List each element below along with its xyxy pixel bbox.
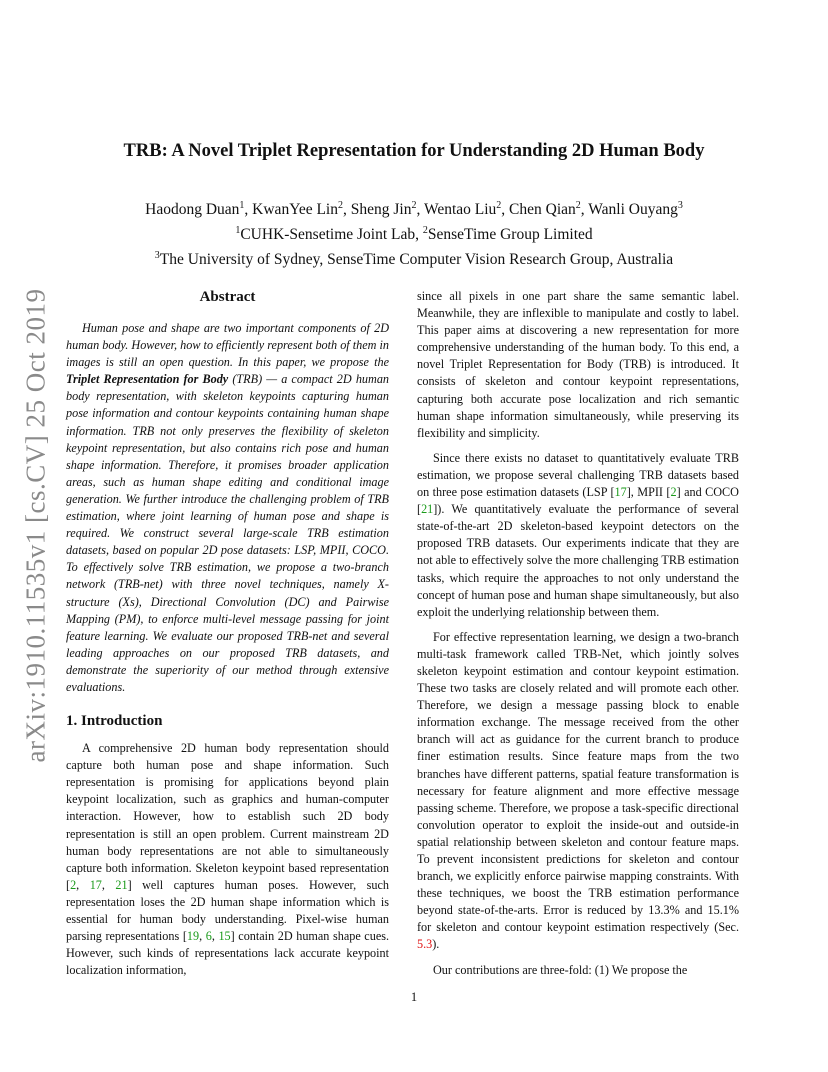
introduction-heading: 1. Introduction <box>66 713 163 730</box>
section-reference-link[interactable]: 5.3 <box>417 937 433 952</box>
abstract-text: Human pose and shape are two important components of 2D human body. However, how to efficiently represent both of them in images is still an open question. In this paper, we propose the Triplet Representation for Body (TRB) — a compact 2D human body representation, with skeleton keypoints capturing human pose information and contour keypoints containing human shape information. TRB not only preserves the flexibility of skeleton keypoint representation, but also contains rich pose and human shape information. Therefore, it promises broader application areas, such as human shape editing and conditional image generation. We further introduce the challenging problem of TRB estimation, where joint learning of human pose and shape is required. We construct several large-scale TRB estimation datasets, based on popular 2D pose datasets: LSP, MPII, COCO. To effectively solve TRB estimation, we propose a two-branch network (TRB-net) with three novel techniques, namely X-structure (Xs), Directional Convolution (DC) and Pairwise Mapping (PM), to enforce multi-level message passing for joint feature learning. We evaluate our proposed TRB-net and several leading approaches on our proposed TRB datasets, and demonstrate the superiority of our method through extensive evaluations. <box>66 321 390 694</box>
page-number: 1 <box>410 990 418 1004</box>
author-block <box>60 195 768 270</box>
right-column <box>417 288 739 987</box>
affiliation-line-2: $^3$The University of Sydney, SenseTime Computer Vision Research Group, Australia <box>154 250 674 269</box>
citation-link[interactable]: 17 <box>89 877 102 892</box>
citation-link[interactable]: 21 <box>115 877 128 892</box>
abstract-heading: Abstract <box>199 289 256 305</box>
intro-paragraph-5: Our contributions are three-fold: (1) We propose the <box>433 962 688 977</box>
citation-link[interactable]: 2 <box>70 877 77 892</box>
author-names: Haodong Duan$^1$, KwanYee Lin$^2$, Sheng Jin$^2$, Wentao Liu$^2$, Chen Qian$^2$, Wanli Ouyang$^3$ <box>145 200 683 219</box>
intro-paragraph-3: Since there exists no dataset to quantitatively evaluate TRB estimation, we propose several challenging TRB datasets based on three pose estimation datasets (LSP [17], MPII [2] and COCO [21]). We quantitatively evaluate the performance of several state-of-the-art 2D skeleton-based keypoint detectors on the proposed TRB datasets. Our experiments indicate that they are not able to effectively solve the more challenging TRB estimation tasks, which require the approaches to not only understand the concept of human pose and human shape simultaneously, but also exploit the underlying relationship between them. <box>417 450 739 619</box>
citation-link[interactable]: 15 <box>218 929 231 944</box>
left-column <box>66 288 389 987</box>
citation-link[interactable]: 6 <box>205 929 212 944</box>
citation-link[interactable]: 21 <box>421 502 434 517</box>
arxiv-stamp-text: arXiv:1910.11535v1 [cs.CV] 25 Oct 2019 <box>20 288 51 762</box>
paper-title: TRB: A Novel Triplet Representation for Understanding 2D Human Body <box>123 141 705 161</box>
intro-paragraph-4: For effective representation learning, we design a two-branch multi-task framework called TRB-Net, which jointly solves skeleton keypoint estimation and contour keypoint estimation. These two tasks are closely related and will promote each other. Therefore, we design a message passing block to enable information exchange. The message received from the other branch will act as guidance for the current branch to produce finer estimation results. Since feature maps from the two branches have different patterns, spatial feature transformation is necessary for feature alignment and more effective message passing scheme. Therefore, we propose a task-specific directional convolution operator to exploit the inside-out and outside-in spatial relationship between skeleton and contour feature maps. To prevent inconsistent predictions for skeleton and contour branch, we explicitly enforce pairwise mapping constraints. With these techniques, we boost the TRB estimation performance beyond state-of-the-arts. Error is reduced by 13.3% and 15.1% for skeleton and contour keypoint estimation respectively (Sec. 5.3). <box>417 629 739 952</box>
intro-paragraph-2: since all pixels in one part share the same semantic label. Meanwhile, they are inflexible to manipulate and costly to label. This paper aims at discovering a new representation for more comprehensive understanding of the human body. To this end, a novel Triplet Representation for Body (TRB) is introduced. It consists of skeleton and contour keypoint representations, capturing both accurate pose localization and rich semantic human shape information simultaneously, while preserving its flexibility and simplicity. <box>417 289 739 440</box>
arxiv-stamp <box>14 290 58 760</box>
citation-link[interactable]: 17 <box>614 485 627 500</box>
citation-link[interactable]: 19 <box>186 929 200 944</box>
citation-link[interactable]: 2 <box>670 485 677 500</box>
affiliation-line-1: $^1$CUHK-Sensetime Joint Lab, $^2$SenseTime Group Limited <box>235 225 593 244</box>
intro-paragraph-1: A comprehensive 2D human body representation should capture both human pose and shape information. Such representation is promising for applications beyond plain keypoint localization, such as graphics and human-computer interaction. However, how to establish such 2D body representation is still an open problem. Current mainstream 2D human body representations are not able to simultaneously capture both information. Skeleton keypoint based representation [2, 17, 21] well captures human poses. However, such representation loses the 2D human shape information which is essential for human body understanding. Pixel-wise human parsing representations [19, 6, 15] contain 2D human shape cues. However, such kinds of representations lack accurate keypoint localization information, <box>66 741 390 978</box>
